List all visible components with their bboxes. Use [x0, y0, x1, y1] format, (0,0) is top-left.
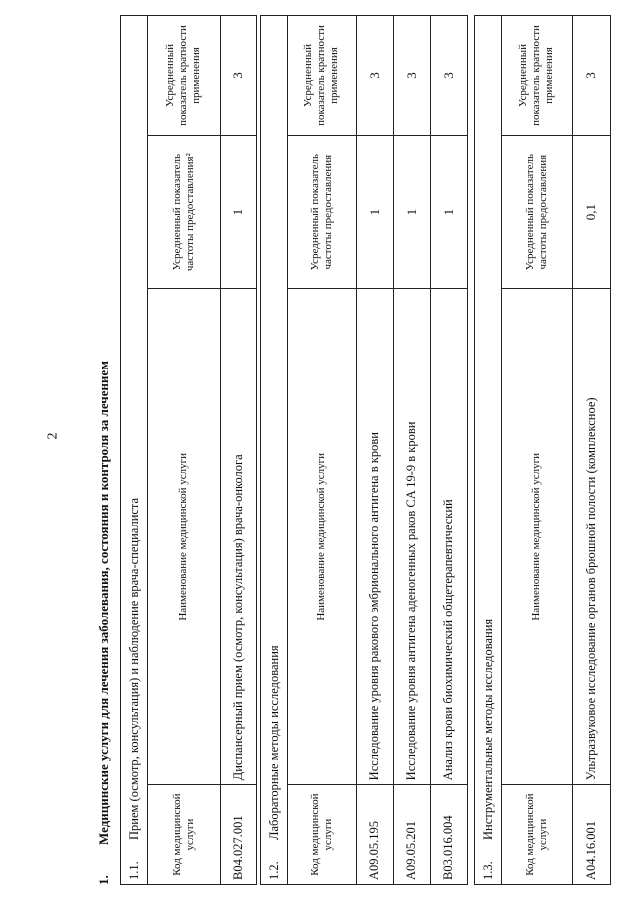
- main-heading-number: 1.: [96, 875, 111, 885]
- services-table: [288, 16, 467, 884]
- multiplicity-value: 3: [572, 16, 610, 136]
- services-table: [148, 16, 256, 884]
- header-row: [502, 16, 572, 884]
- section-title: [261, 16, 288, 884]
- service-code: A09.05.195: [356, 785, 393, 884]
- multiplicity-value: 3: [430, 16, 467, 136]
- section-title-text: Прием (осмотр, консультация) и наблюдение врача-специалиста: [127, 497, 141, 840]
- header-name: Наименование медицинской услуги: [148, 289, 220, 785]
- service-code: B03.016.004: [430, 785, 467, 884]
- section-title: [121, 16, 148, 884]
- section-number: 1.1.: [127, 861, 141, 880]
- table-row: [220, 16, 256, 884]
- header-frequency: Усредненный показатель частоты предоставления²: [148, 136, 220, 289]
- service-code: A09.05.201: [393, 785, 430, 884]
- header-multiplicity: Усредненный показатель кратности применения: [148, 16, 220, 136]
- multiplicity-value: 3: [356, 16, 393, 136]
- section-title: [475, 16, 502, 884]
- header-row: [288, 16, 356, 884]
- header-multiplicity: Усредненный показатель кратности применения: [502, 16, 572, 136]
- main-heading: [96, 361, 116, 885]
- header-name: Наименование медицинской услуги: [288, 289, 356, 785]
- section-number: 1.2.: [267, 861, 281, 880]
- frequency-value: 1: [393, 136, 430, 289]
- multiplicity-value: 3: [393, 16, 430, 136]
- section-title-text: Инструментальные методы исследования: [481, 618, 495, 840]
- multiplicity-value: 3: [220, 16, 256, 136]
- service-name: Ультразвуковое исследование органов брюшной полости (комплексное): [572, 289, 610, 785]
- header-multiplicity: Усредненный показатель кратности применения: [288, 16, 356, 136]
- page-number: 2: [45, 432, 61, 440]
- main-heading-text: Медицинские услуги для лечения заболевания, состояния и контроля за лечением: [96, 360, 111, 845]
- service-name: Исследование уровня антигена аденогенных раков CA 19-9 в крови: [393, 289, 430, 785]
- table-row: [430, 16, 467, 884]
- service-name: Анализ крови биохимический общетерапевтический: [430, 289, 467, 785]
- section-table-1-3: [474, 15, 611, 885]
- header-row: [148, 16, 220, 884]
- services-table: [502, 16, 610, 884]
- frequency-value: 1: [220, 136, 256, 289]
- frequency-value: 0,1: [572, 136, 610, 289]
- section-table-1-2: [260, 15, 468, 885]
- section-table-1-1: [120, 15, 257, 885]
- header-code: Код медицинской услуги: [502, 785, 572, 884]
- service-name: Исследование уровня ракового эмбрионального антигена в крови: [356, 289, 393, 785]
- header-frequency: Усредненный показатель частоты предоставления: [502, 136, 572, 289]
- section-number: 1.3.: [481, 861, 495, 880]
- header-code: Код медицинской услуги: [148, 785, 220, 884]
- header-name: Наименование медицинской услуги: [502, 289, 572, 785]
- table-row: [393, 16, 430, 884]
- header-frequency: Усредненный показатель частоты предоставления: [288, 136, 356, 289]
- header-code: Код медицинской услуги: [288, 785, 356, 884]
- frequency-value: 1: [356, 136, 393, 289]
- table-row: [572, 16, 610, 884]
- rotated-document: [96, 15, 640, 885]
- service-name: Диспансерный прием (осмотр, консультация) врача-онколога: [220, 289, 256, 785]
- frequency-value: 1: [430, 136, 467, 289]
- service-code: A04.16.001: [572, 785, 610, 884]
- section-title-text: Лабораторные методы исследования: [267, 645, 281, 840]
- service-code: B04.027.001: [220, 785, 256, 884]
- table-row: [356, 16, 393, 884]
